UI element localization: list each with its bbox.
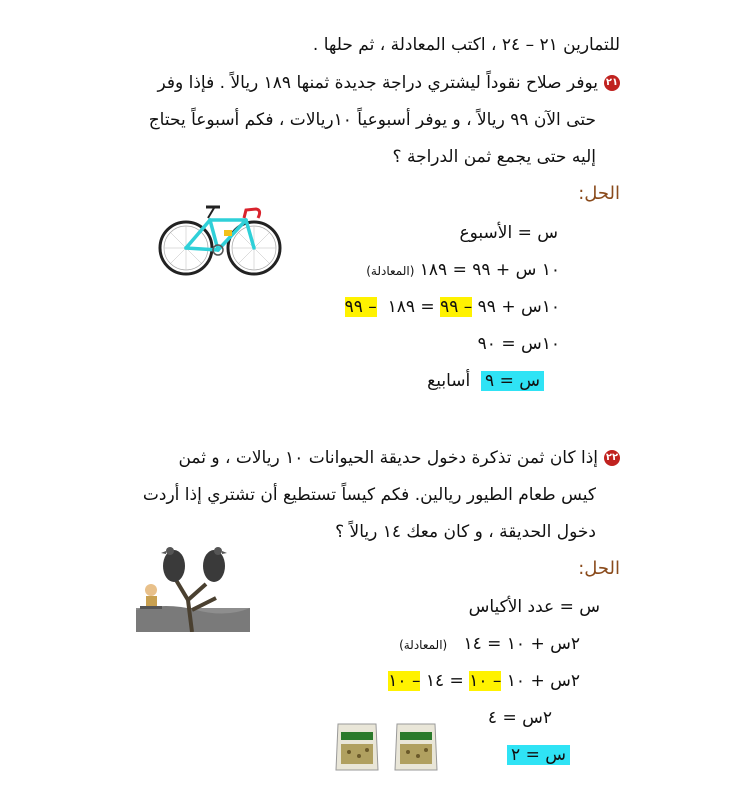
problem-21-answer-unit: أسابيع bbox=[427, 371, 471, 391]
problem-22-line-2: كيس طعام الطيور ريالين. فكم كيساً تستطيع أن تشتري إذا أردت bbox=[142, 485, 596, 505]
problem-21-equation bbox=[366, 259, 560, 282]
problem-22-line-3: دخول الحديقة ، و كان معك ١٤ ريالاً ؟ bbox=[335, 522, 596, 542]
problem-22-line-1 bbox=[178, 447, 620, 469]
problem-22-equation-note: (المعادلة) bbox=[399, 638, 448, 652]
problem-21-step-result: ١٠س = ٩٠ bbox=[477, 334, 560, 354]
problem-21-line-1 bbox=[158, 72, 620, 94]
problem-21-answer bbox=[427, 370, 544, 392]
problem-22-equation-text: ٢س + ١٠ = ١٤ bbox=[463, 634, 580, 654]
problem-21-line-3: إليه حتى يجمع ثمن الدراجة ؟ bbox=[392, 147, 596, 167]
problem-21-line-1-text: يوفر صلاح نقوداً ليشتري دراجة جديدة ثمنها ١٨٩ ريالاً . فإذا وفر bbox=[157, 73, 598, 93]
problem-21-highlight-right: – ٩٩ bbox=[344, 297, 377, 317]
problem-21-solution-label: الحل: bbox=[578, 183, 620, 204]
bicycle-illustration bbox=[158, 200, 282, 276]
problem-21-equation-note: (المعادلة) bbox=[366, 264, 415, 278]
problem-22-answer-highlight: س = ٢ bbox=[507, 745, 570, 765]
bird-food-bag-illustration bbox=[335, 722, 379, 772]
problem-22-badge: ٢٢ bbox=[604, 450, 620, 466]
problem-22-variable-definition: س = عدد الأكياس bbox=[468, 597, 600, 617]
problem-22-answer bbox=[507, 744, 570, 766]
problem-21-badge: ٢١ bbox=[604, 75, 620, 91]
problem-22-solution-label: الحل: bbox=[578, 558, 620, 579]
problem-22-step-subtract bbox=[388, 670, 580, 692]
problem-21-answer-highlight: س = ٩ bbox=[481, 371, 544, 391]
problem-21-step-left: ١٠س + ٩٩ bbox=[477, 297, 560, 317]
problem-22-step-right: = ١٤ bbox=[425, 671, 464, 691]
problem-22-step-result: ٢س = ٤ bbox=[487, 708, 552, 728]
birds-and-child-illustration bbox=[136, 540, 250, 632]
problem-21-equation-text: ١٠ س + ٩٩ = ١٨٩ bbox=[419, 260, 560, 280]
problem-22-equation bbox=[399, 633, 580, 656]
instructions-text: للتمارين ٢١ – ٢٤ ، اكتب المعادلة ، ثم حلها . bbox=[312, 35, 620, 55]
problem-21-variable-definition: س = الأسبوع bbox=[459, 223, 558, 243]
problem-21-line-2: حتى الآن ٩٩ ريالاً ، و يوفر أسبوعياً ١٠ريالات ، فكم أسبوعاً يحتاج bbox=[148, 110, 596, 130]
problem-22-highlight-left: – ١٠ bbox=[469, 671, 502, 691]
problem-22-line-1-text: إذا كان ثمن تذكرة دخول حديقة الحيوانات ١٠ ريالات ، و ثمن bbox=[178, 448, 598, 468]
problem-22-highlight-right: – ١٠ bbox=[388, 671, 421, 691]
problem-22-step-left: ٢س + ١٠ bbox=[506, 671, 580, 691]
problem-21-step-subtract bbox=[345, 296, 560, 318]
problem-21-step-right: = ١٨٩ bbox=[387, 297, 435, 317]
bird-food-bag-illustration-2 bbox=[394, 722, 438, 772]
problem-21-highlight-left: – ٩٩ bbox=[440, 297, 473, 317]
